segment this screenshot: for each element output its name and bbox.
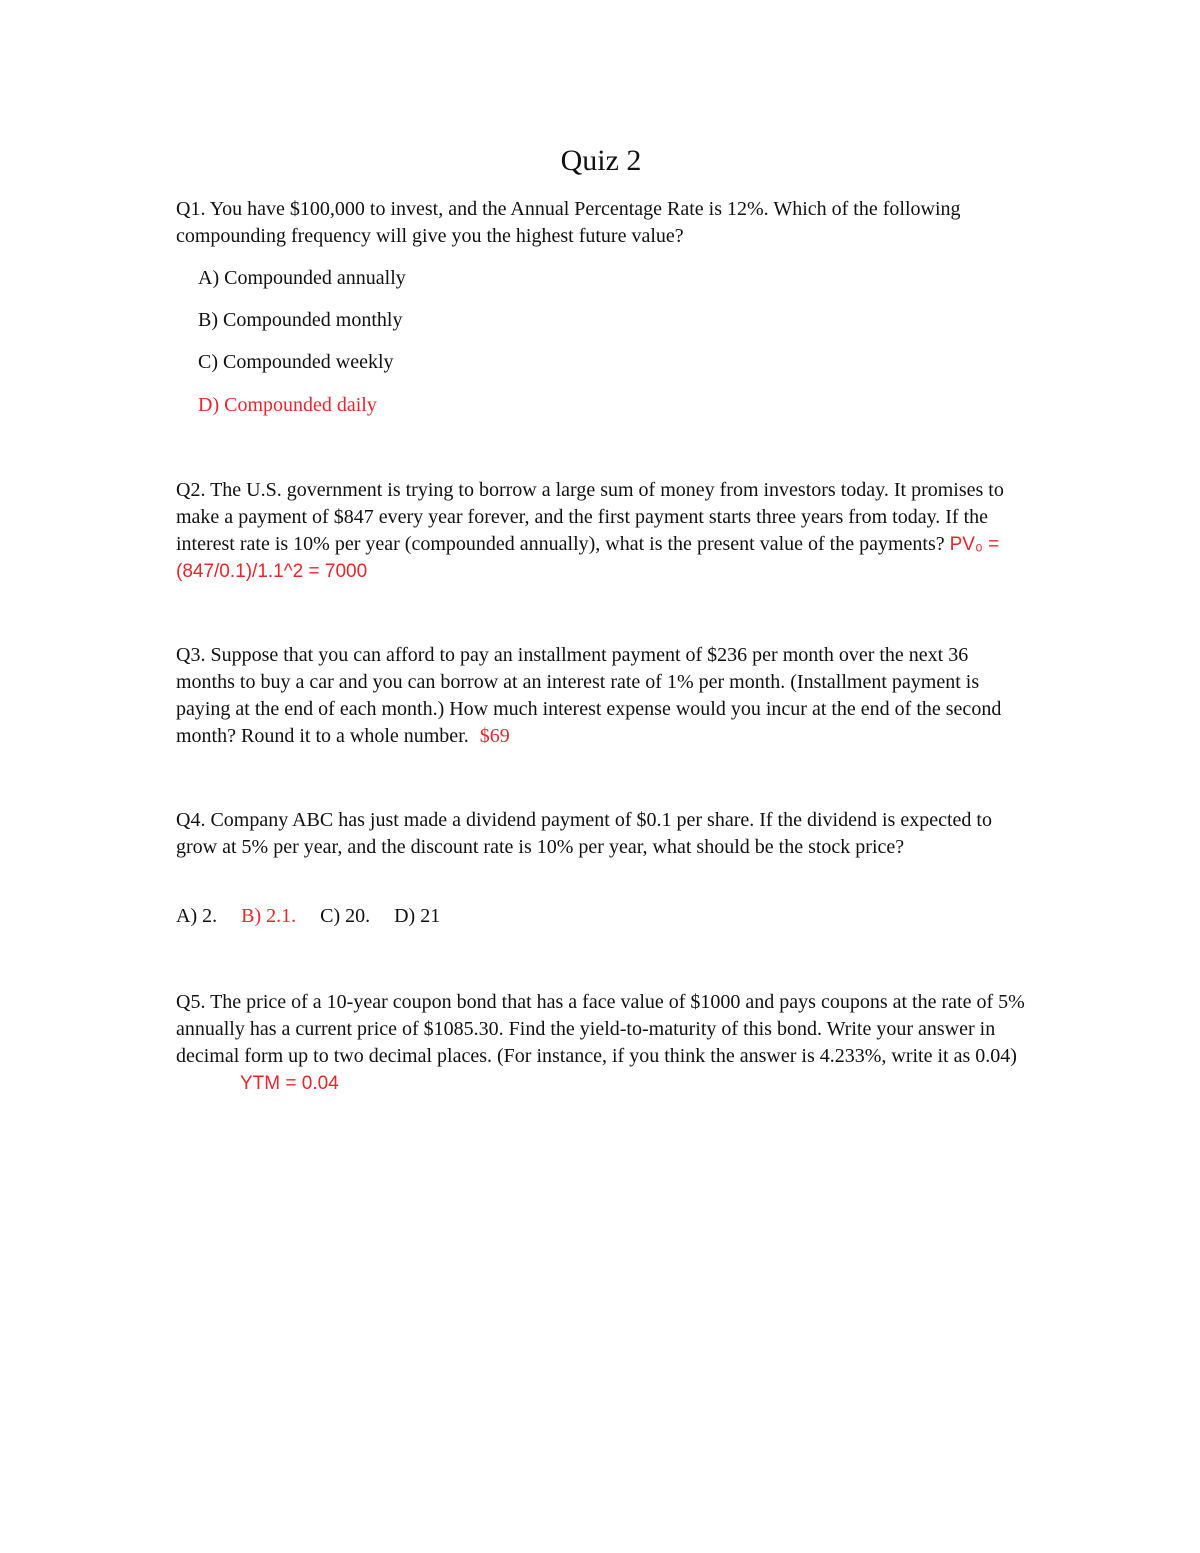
question-5-text: Q5. The price of a 10-year coupon bond that has a face value of $1000 and pays coupons at the rate of 5% annually has a current price of $1085.30. Find the yield-to-maturity of this bond. Write your answer in decimal form up to two decimal places. (For instance, if you think the answer is 4.233%, write it as 0.04) (176, 991, 1025, 1067)
question-3-answer: $69 (479, 725, 510, 747)
q4-option-d: D) 21 (394, 905, 441, 927)
question-3-text: Q3. Suppose that you can afford to pay an installment payment of $236 per month over the next 36 months to buy a car and you can borrow at an interest rate of 1% per month. (Installment payment is paying at the end of each month.) How much interest expense would you incur at the end of the second month? Round it to a whole number. (176, 644, 1002, 747)
q4-choices (176, 903, 464, 930)
q4-option-a: A) 2. (176, 905, 218, 927)
question-2-answer: PV₀ = (847/0.1)/1.1^2 = 7000 (176, 534, 1000, 582)
question-2 (176, 477, 1026, 585)
page-title: Quiz 2 (560, 144, 642, 177)
q1-option-d-correct: D) Compounded daily (198, 394, 377, 416)
question-4-text: Q4. Company ABC has just made a dividend payment of $0.1 per share. If the dividend is expected to grow at 5% per year, and the discount rate is 10% per year, what should be the stock price? (176, 809, 992, 858)
q1-option-c: C) Compounded weekly (198, 351, 394, 373)
question-5 (176, 989, 1026, 1097)
q1-option-a: A) Compounded annually (198, 267, 406, 289)
question-2-text: Q2. The U.S. government is trying to borrow a large sum of money from investors today. It promises to make a payment of $847 every year forever, and the first payment starts three years from today. If the interest rate is 10% per year (compounded annually), what is the present value of the payments? (176, 479, 1004, 555)
q4-option-c: C) 20. (320, 905, 371, 927)
question-5-answer: YTM = 0.04 (240, 1073, 339, 1094)
question-3 (176, 642, 1026, 750)
quiz-page (176, 0, 1026, 1553)
q4-option-b-correct: B) 2.1. (241, 905, 297, 927)
question-1-text: Q1. You have $100,000 to invest, and the Annual Percentage Rate is 12%. Which of the following compounding frequency will give you the highest future value? (176, 198, 961, 247)
q1-option-b: B) Compounded monthly (198, 309, 403, 331)
